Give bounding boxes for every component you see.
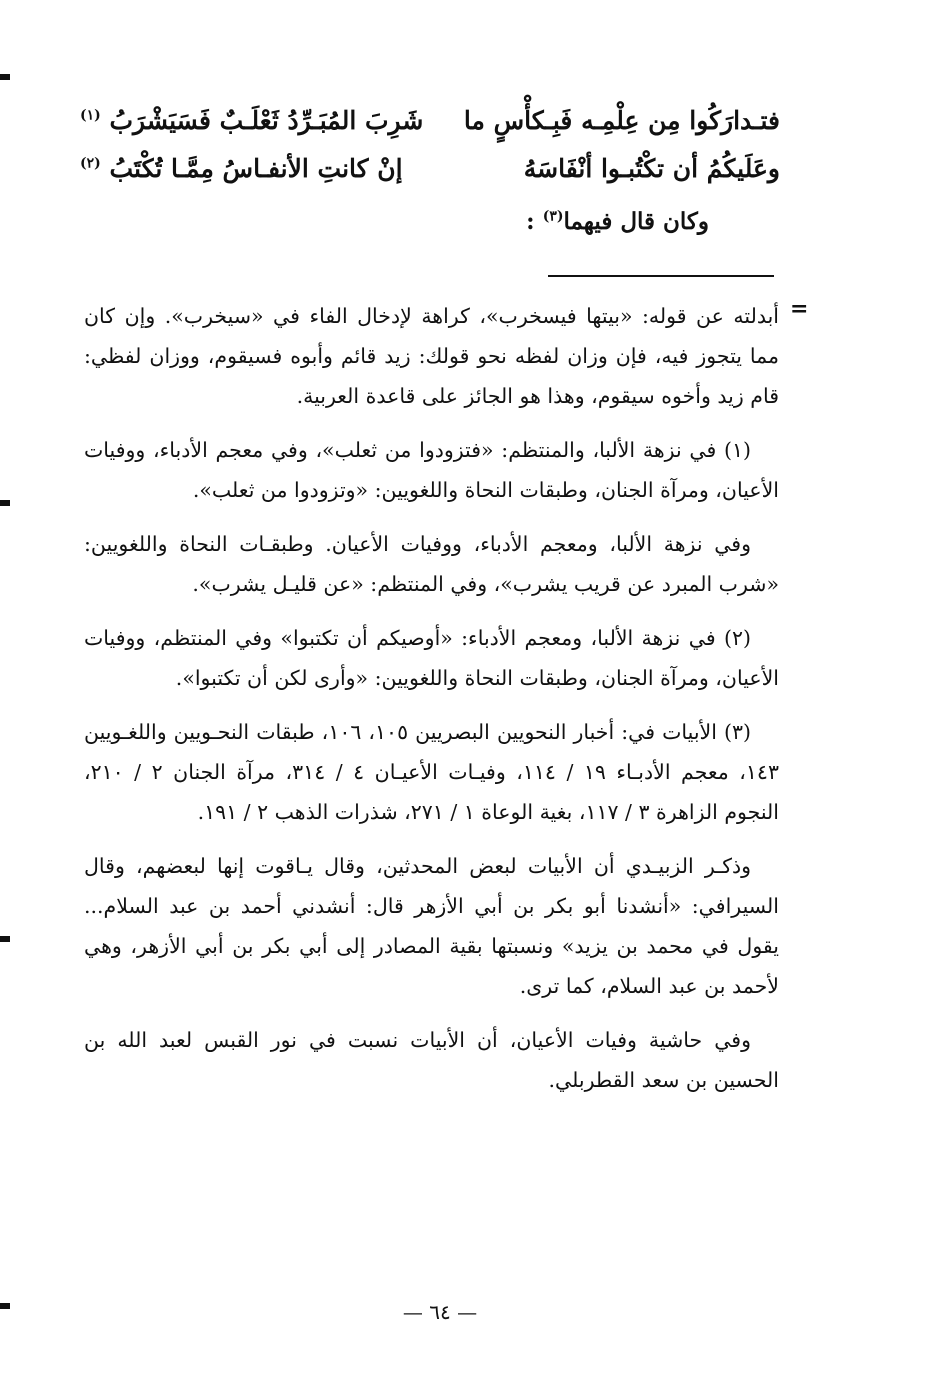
footnote-ref: (٣): [542, 208, 564, 225]
scan-edge-mark: [0, 936, 10, 942]
verse-line: [80, 154, 780, 198]
continuation-mark: =: [790, 296, 809, 322]
verse-line: [80, 106, 780, 150]
footnote-paragraph: وفي نزهة الألبا، ومعجم الأدباء، ووفيات الأعيان. وطبقـات النحاة واللغويين: «شرب المبرد عن قريب يشرب»، وفي المنتظم: «عن قليـل يشرب».: [84, 532, 779, 596]
page-number: — ٦٤ —: [402, 1300, 478, 1324]
footnote-separator: [548, 275, 774, 277]
scan-edge-mark: [0, 74, 10, 80]
verse-second-hemistich: [80, 154, 403, 183]
verse-first-hemistich: وعَلَيكُمُ أن تكْتُبـوا أنْفَاسَهُ: [523, 154, 780, 183]
footnote-paragraph: (١) في نزهة الألبا، والمنتظم: «فتزودوا من ثعلب»، وفي معجم الأدباء، ووفيات الأعيان، ومرآة الجنان، وطبقات النحاة واللغويين: «وتزودوا من ثعلب».: [84, 438, 779, 502]
footnote-ref: (٢): [80, 155, 101, 172]
scan-edge-mark: [0, 500, 10, 506]
intro-colon: :: [526, 208, 535, 235]
footnotes: [84, 296, 779, 1114]
intro-text: وكان قال فيهما: [563, 208, 709, 235]
verse-first-hemistich: فتـدارَكُوا مِن عِلْمِـه فَبِـكأْسٍ ما: [463, 106, 780, 135]
verse-second-hemistich-text: شَرِبَ المُبَـرِّدُ ثَعْلَـبٌ فَسَيَشْرَبُ: [109, 106, 424, 135]
verse-second-hemistich: [80, 106, 423, 135]
footnote-paragraph: وذكـر الزبيـدي أن الأبيات لبعض المحدثين، وقال يـاقوت إنها لبعضهم، وقال السيرافي: «أنشدنا أبو بكر بن أبي الأزهر قال: أنشدني أحمد بن عبد السلام... يقول في محمد بن يزيد» ونسبتها بقية المصادر إلى أبي بكر بن أبي الأزهر، وهي لأحمد بن عبد السلام، كما ترى.: [84, 854, 779, 998]
footnote-ref: (١): [80, 107, 101, 124]
footnote-paragraph: أبدلته عن قوله: «بيتها فيسخرب»، كراهة لإدخال الفاء في «سيخرب». وإن كان مما يتجوز فيه، فإن وزان لفظه نحو قولك: زيد قائم وأبوه فسيقوم، ووزان لفظي: قام زيد وأخوه سيقوم، وهذا هو الجائز على قاعدة العربية.: [84, 304, 779, 408]
intro-line: [526, 208, 709, 235]
footnote-paragraph: (٣) الأبيات في: أخبار النحويين البصريين ١٠٥، ١٠٦، طبقات النحـويين واللغـويين ١٤٣، معجم الأدبـاء ١٩ / ١١٤، وفيـات الأعيـان ٤ / ٣١٤، مرآة الجنان ٢ / ٢١٠، النجوم الزاهرة ٣ / ١١٧، بغية الوعاة ١ / ٢٧١، شذرات الذهب ٢ / ١٩١.: [84, 720, 779, 824]
footnote-paragraph: (٢) في نزهة الألبا، ومعجم الأدباء: «أوصيكم أن تكتبوا» وفي المنتظم، ووفيات الأعيان، ومرآة الجنان، وطبقات النحاة واللغويين: «وأرى لكن أن تكتبوا».: [84, 626, 779, 690]
footnote-paragraph: وفي حاشية وفيات الأعيان، أن الأبيات نسبت في نور القبس لعبد الله بن الحسين بن سعد القطربلي.: [84, 1028, 779, 1092]
scan-edge-mark: [0, 1303, 10, 1309]
verse-second-hemistich-text: إنْ كانتِ الأنفـاسُ مِمَّـا تُكْتَبُ: [109, 154, 403, 183]
